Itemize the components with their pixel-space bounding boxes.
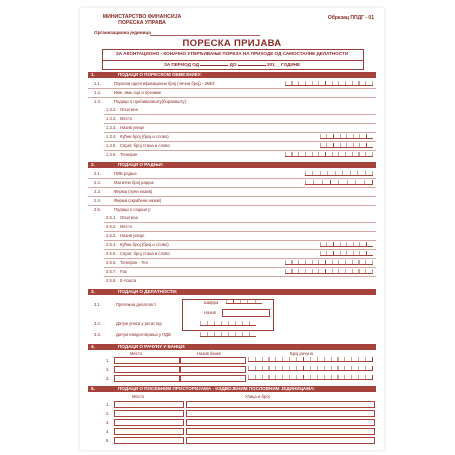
registry-number-field[interactable] [305, 180, 373, 185]
row-label: Претежна делатност [116, 302, 157, 307]
section-number: 4. [91, 344, 95, 349]
bank-row-num: 3. [106, 376, 110, 381]
bank-row-num: 2. [106, 367, 110, 372]
bank-account-field[interactable] [248, 375, 373, 380]
section-title: ПОДАЦИ О ДЕЛАТНОСТИ: [118, 289, 178, 294]
row-label: Општина [120, 107, 138, 112]
row-number: 1.3.1. [106, 107, 117, 112]
period-from-field[interactable] [200, 65, 228, 66]
premises-street-field[interactable] [186, 419, 375, 426]
org-unit-field[interactable] [150, 35, 260, 36]
divider [104, 240, 376, 241]
divider [104, 132, 376, 133]
premises-col-place: Место [132, 394, 145, 399]
bank-place-field[interactable] [114, 357, 180, 364]
period-to-field[interactable] [238, 65, 266, 66]
section-title: ПОДАЦИ О ПОРЕСКОМ ОБВЕЗНИКУ: [118, 72, 202, 77]
row-number: 2.5.6. [106, 260, 117, 265]
ministry-name: МИНИСТАРСТВО ФИНАНСИЈА [102, 14, 182, 20]
section-title: ПОДАЦИ О РАЧУНУ У БАНЦИ: [118, 344, 186, 349]
bank-col-name: Назив банке [197, 351, 222, 356]
row-label: Телефон [120, 152, 138, 157]
header-institution [92, 14, 192, 27]
row-number: 2.3. [94, 189, 101, 194]
section-number: 2. [91, 162, 95, 167]
bank-account-field[interactable] [248, 357, 373, 362]
section-number: 1. [91, 72, 95, 77]
row-number: 2.5.3. [106, 233, 117, 238]
bank-name-field[interactable] [180, 366, 246, 373]
section-2-header [88, 162, 376, 168]
row-label: Телефон - Тел [120, 260, 149, 265]
premises-street-field[interactable] [186, 428, 375, 435]
phone-field[interactable] [285, 152, 373, 157]
premises-row-num: 1. [106, 402, 110, 407]
period-year-label: 201__ ГОДИНЕ [266, 62, 301, 67]
bank-name-field[interactable] [180, 375, 246, 382]
premises-row-num: 5. [106, 438, 110, 443]
row-label: Fax [120, 269, 127, 274]
divider [104, 276, 376, 277]
premises-row-num: 3. [106, 420, 110, 425]
jmbg-field[interactable] [285, 81, 373, 86]
section-5-header [88, 386, 376, 392]
row-label: Фирма (скраћени назив) [114, 198, 162, 203]
activity-name-field[interactable] [222, 309, 270, 317]
row-number: 1.3.5. [106, 143, 117, 148]
form-title: ПОРЕСКА ПРИЈАВА [182, 38, 282, 49]
row-number: 2.1. [94, 171, 101, 176]
seat-phone-field[interactable] [285, 260, 373, 265]
premises-place-field[interactable] [114, 437, 184, 444]
row-number: 3.1. [94, 302, 101, 307]
row-label: Фирма (пуни назив) [114, 189, 153, 194]
premises-street-field[interactable] [186, 437, 375, 444]
divider [104, 231, 376, 232]
premises-place-field[interactable] [114, 401, 184, 408]
form-code: Образац ППДГ - 01 [327, 15, 374, 21]
section-3-header [88, 289, 376, 295]
bank-place-field[interactable] [114, 366, 180, 373]
administration-name: ПОРЕСКА УПРАВА [118, 20, 166, 27]
seat-fax-field[interactable] [285, 269, 373, 274]
divider [104, 114, 376, 115]
divider [88, 196, 376, 197]
divider [88, 88, 376, 89]
section-number: 3. [91, 289, 95, 294]
section-1-header [88, 72, 376, 78]
row-label: Е-пошта [120, 278, 137, 283]
row-number: 1.3.4. [106, 134, 117, 139]
row-label: Кућни број (број и слово) [120, 134, 169, 139]
row-number: 2.4. [94, 198, 101, 203]
section-number: 5. [91, 386, 95, 391]
row-number: 2.5. [94, 207, 101, 212]
row-label: Општина [120, 215, 138, 220]
org-unit-label: Организациона јединица [94, 30, 151, 35]
vat-date-field[interactable] [200, 332, 256, 337]
bank-col-place: Место [130, 351, 143, 356]
section-title: ПОДАЦИ О РАДЊИ: [118, 162, 164, 167]
row-label: Подаци о седишту: [114, 207, 152, 212]
apartment-field[interactable] [320, 143, 373, 148]
form-subtitle: ЗА АКОНТАЦИОНО - КОНАЧНО УТВРЂИВАЊЕ ПОРЕЗА НА ПРИХОДЕ ОД САМОСТАЛНЕ ДЕЛАТНОСТИ [115, 51, 349, 56]
seat-house-number-field[interactable] [320, 242, 373, 247]
row-number: 2.5.1. [106, 215, 117, 220]
row-number: 2.2. [94, 180, 101, 185]
bank-account-field[interactable] [248, 366, 373, 371]
row-label: Назив улице [120, 233, 145, 238]
pib-field[interactable] [305, 171, 373, 176]
section-title: ПОДАЦИ О ПОСЕБНИМ ПРОСТОРИЈАМА - ИЗДВОЈЕНИМ ПОСЛОВНИМ ЈЕДИНИЦАМА: [118, 386, 315, 391]
section-4-header [88, 344, 376, 350]
activity-name-label: Назив [204, 310, 216, 315]
row-number: 1.3. [94, 99, 101, 104]
row-label: ПИБ радње [114, 171, 137, 176]
row-number: 3.3. [94, 332, 101, 337]
row-label: Назив улице [120, 125, 145, 130]
divider [88, 97, 376, 98]
activity-code-label: Шифра [204, 300, 219, 305]
row-number: 3.2. [94, 321, 101, 326]
divider [104, 141, 376, 142]
row-label: Кућни број (број и слово) [120, 242, 169, 247]
period-from-label: ЗА ПЕРИОД ОД [163, 62, 199, 67]
tax-form-page [80, 8, 384, 450]
registry-date-field[interactable] [200, 321, 256, 326]
row-number: 1.3.6. [106, 152, 117, 157]
premises-place-field[interactable] [114, 428, 184, 435]
premises-place-field[interactable] [114, 410, 184, 417]
row-label: Датум уписа у регистар [116, 321, 162, 326]
row-number: 2.5.8. [106, 278, 117, 283]
row-label: Порески идентификациони број (лични број) - ЈМБГ [114, 81, 216, 86]
row-label: Место [120, 116, 133, 121]
row-number: 1.3.3. [106, 125, 117, 130]
seat-apartment-field[interactable] [320, 251, 373, 256]
bank-col-account: Број рачуна [290, 351, 313, 356]
divider [104, 222, 376, 223]
row-number: 1.2. [94, 90, 101, 95]
premises-street-field[interactable] [186, 401, 375, 408]
activity-code-field[interactable] [226, 299, 262, 304]
row-label: Спрат, број стана и слово [120, 143, 170, 148]
row-label: Матични број радње [114, 180, 155, 185]
row-number: 1.3.2. [106, 116, 117, 121]
divider [104, 249, 376, 250]
period-line [104, 62, 360, 67]
premises-street-field[interactable] [186, 410, 375, 417]
house-number-field[interactable] [320, 134, 373, 139]
divider [104, 123, 376, 124]
period-to-label: ДО [229, 62, 237, 67]
row-label: Место [120, 224, 133, 229]
row-label: Име, име оца и презиме [114, 90, 162, 95]
bank-name-field[interactable] [180, 357, 246, 364]
row-number: 2.5.2. [106, 224, 117, 229]
divider [104, 150, 376, 151]
divider [88, 187, 376, 188]
row-number: 2.5.7. [106, 269, 117, 274]
row-label: Датум евидентирања у ПДВ [116, 332, 171, 337]
premises-col-street: Улица и број [245, 394, 270, 399]
divider [104, 258, 376, 259]
divider [88, 178, 376, 179]
row-label: Спрат, број стана и слово [120, 251, 170, 256]
premises-place-field[interactable] [114, 419, 184, 426]
divider [88, 205, 376, 206]
row-number: 1.1. [94, 81, 101, 86]
row-label: Подаци о пребивалишту(боравишту): [114, 99, 188, 104]
bank-place-field[interactable] [114, 375, 180, 382]
premises-row-num: 2. [106, 411, 110, 416]
premises-row-num: 4. [106, 429, 110, 434]
row-number: 2.5.4. [106, 242, 117, 247]
divider [104, 267, 376, 268]
row-number: 2.5.5. [106, 251, 117, 256]
bank-row-num: 1. [106, 358, 110, 363]
